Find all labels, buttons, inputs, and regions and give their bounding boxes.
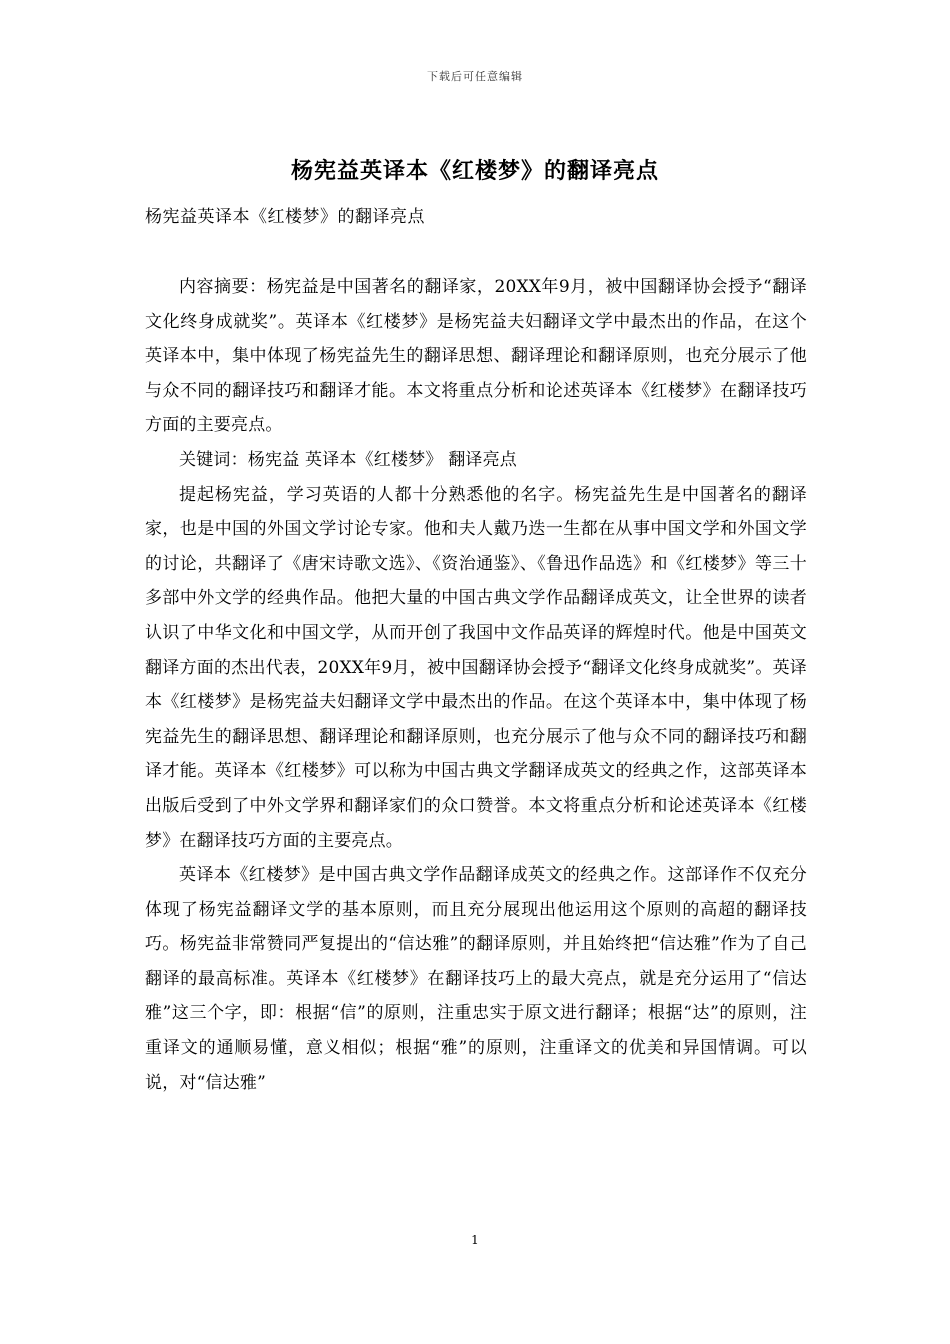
- keywords-paragraph: 关键词：杨宪益 英译本《红楼梦》 翻译亮点: [179, 449, 518, 470]
- document-subtitle: 杨宪益英译本《红楼梦》的翻译亮点: [145, 207, 425, 227]
- body-paragraph: 英译本《红楼梦》是中国古典文学作品翻译成英文的经典之作。这部译作不仅充分体现了杨宪益翻译文学的基本原则，而且充分展现出他运用这个原则的高超的翻译技巧。杨宪益非常赞同严复提出的“信达雅”的翻译原则，并且始终把“信达雅”作为了自己翻译的最高标准。英译本《红楼梦》在翻译技巧上的最大亮点，就是充分运用了“信达雅”这三个字，即：根据“信”的原则，注重忠实于原文进行翻译；根据“达”的原则，注重译文的通顺易懂，意义相似；根据“雅”的原则，注重译文的优美和异国情调。可以说，对“信达雅”: [145, 865, 807, 1093]
- body-paragraph: 提起杨宪益，学习英语的人都十分熟悉他的名字。杨宪益先生是中国著名的翻译家，也是中国的外国文学讨论专家。他和夫人戴乃迭一生都在从事中国文学和外国文学的讨论，共翻译了《唐宋诗歌文选》、《资治通鉴》、《鲁迅作品选》和《红楼梦》等三十多部中外文学的经典作品。他把大量的中国古典文学作品翻译成英文，让全世界的读者认识了中华文化和中国文学，从而开创了我国中文作品英译的辉煌时代。他是中国英文翻译方面的杰出代表，20XX年9月，被中国翻译协会授予“翻译文化终身成就奖”。英译本《红楼梦》是杨宪益夫妇翻译文学中最杰出的作品。在这个英译本中，集中体现了杨宪益先生的翻译思想、翻译理论和翻译原则，也充分展示了他与众不同的翻译技巧和翻译才能。英译本《红楼梦》可以称为中国古典文学翻译成英文的经典之作，这部英译本出版后受到了中外文学界和翻译家们的众口赞誉。本文将重点分析和论述英译本《红楼梦》在翻译技巧方面的主要亮点。: [145, 484, 807, 851]
- abstract-paragraph: 内容摘要：杨宪益是中国著名的翻译家，20XX年9月，被中国翻译协会授予“翻译文化终身成就奖”。英译本《红楼梦》是杨宪益夫妇翻译文学中最杰出的作品，在这个英译本中，集中体现了杨宪益先生的翻译思想、翻译理论和翻译原则，也充分展示了他与众不同的翻译技巧和翻译才能。本文将重点分析和论述英译本《红楼梦》在翻译技巧方面的主要亮点。: [145, 277, 807, 436]
- document-title: 杨宪益英译本《红楼梦》的翻译亮点: [290, 158, 659, 184]
- page-number: 1: [471, 1233, 479, 1247]
- document-body: [145, 270, 807, 1100]
- header-note: 下载后可任意编辑: [427, 70, 523, 83]
